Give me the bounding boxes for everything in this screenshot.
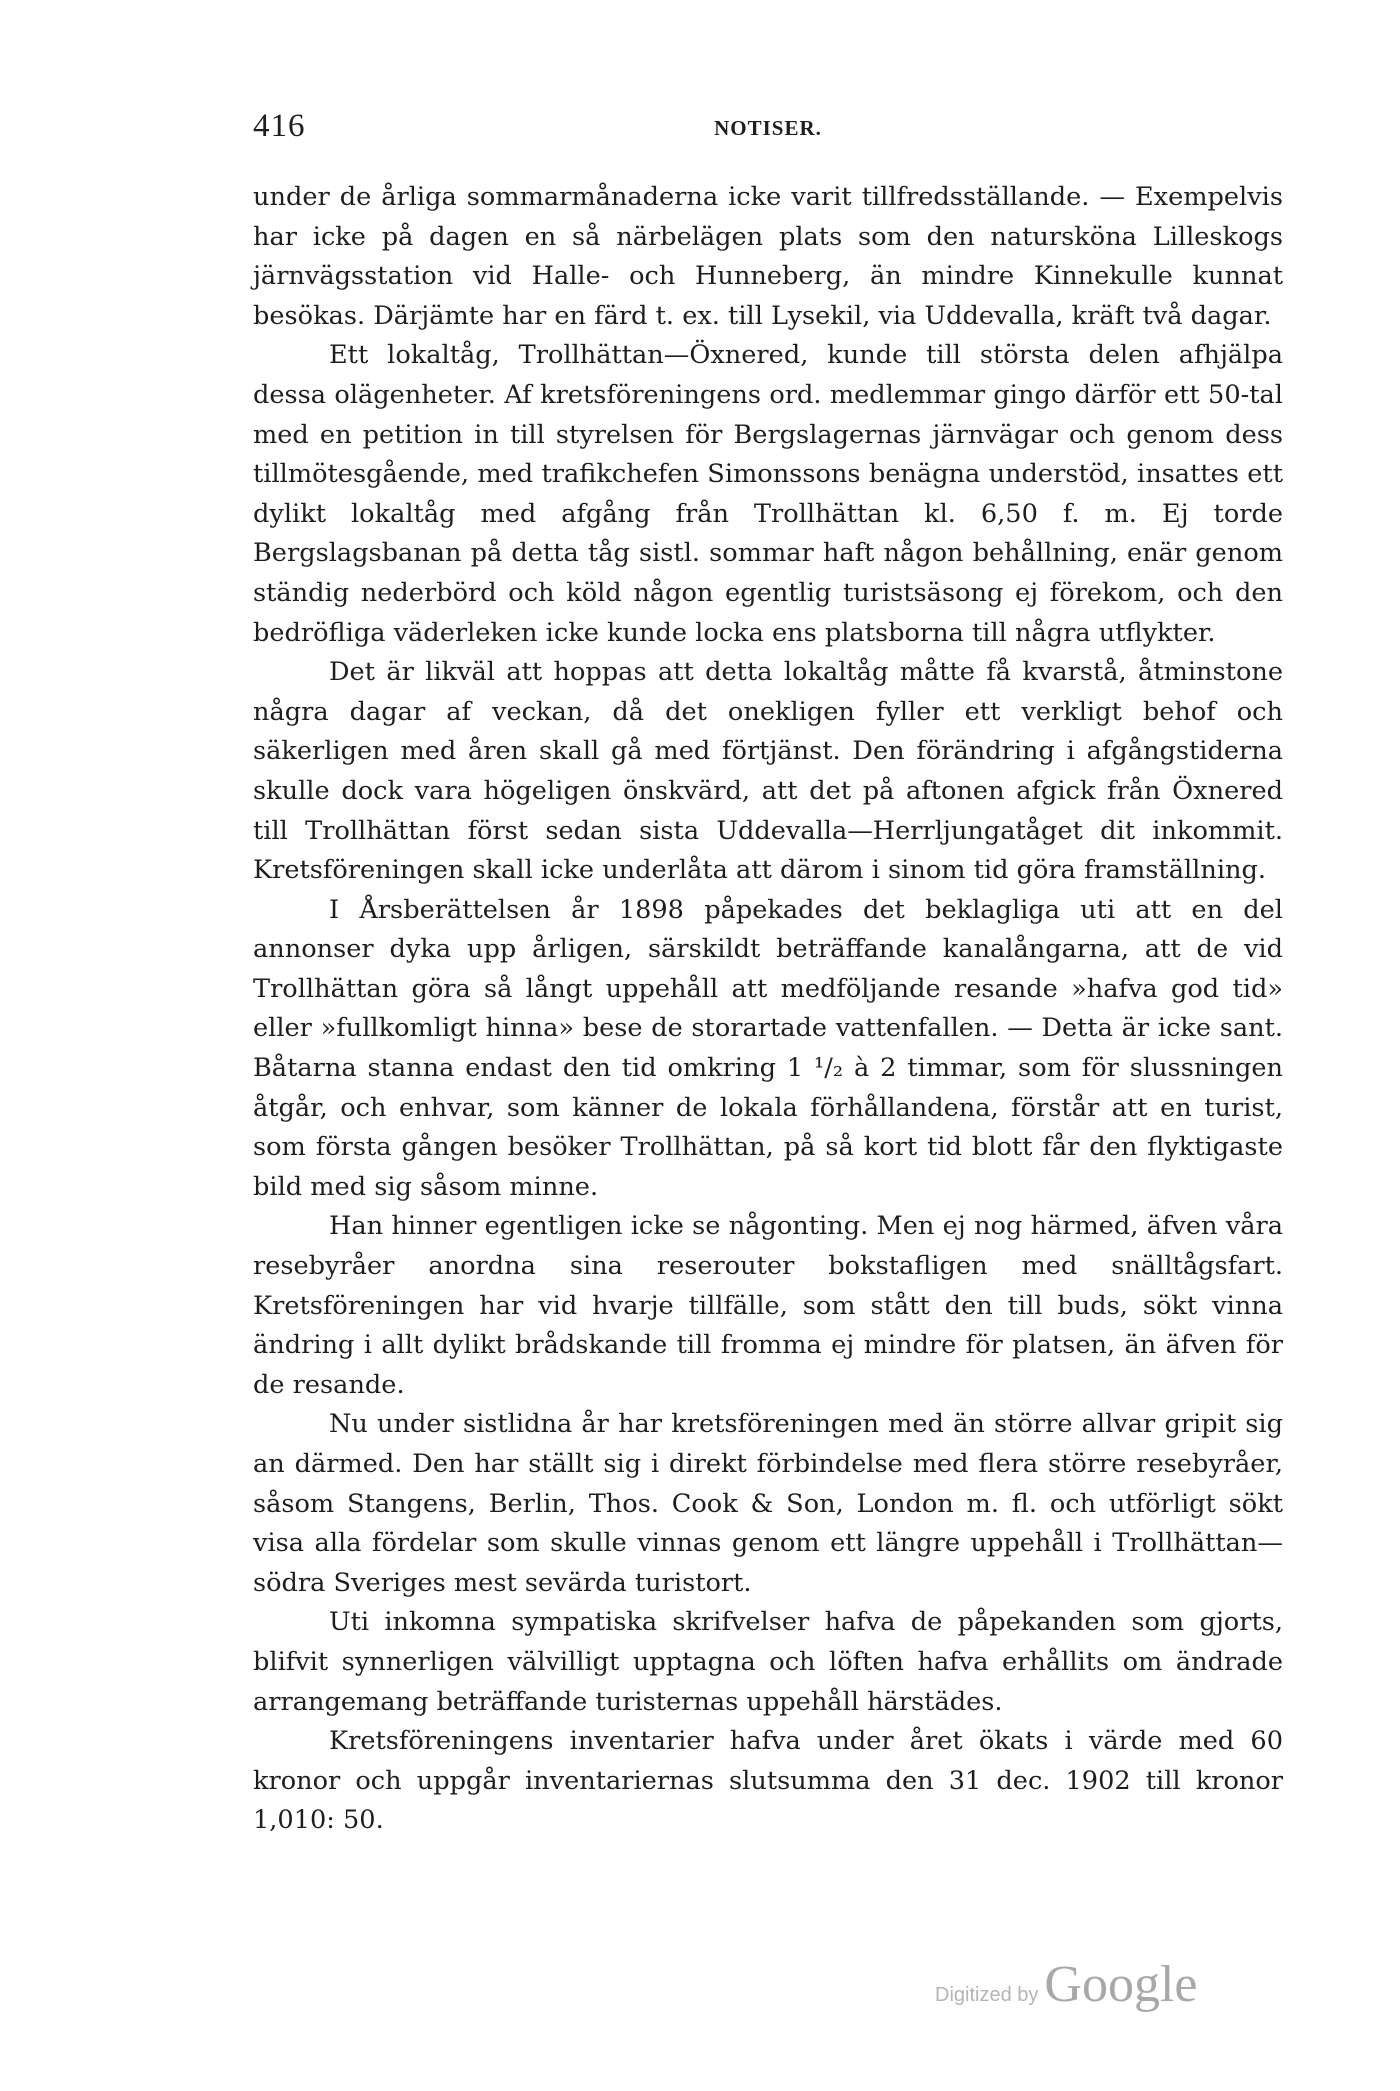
paragraph: I Årsberättelsen år 1898 påpekades det beklagliga uti att en del annonser dyka upp årligen, särskildt beträffande kanalångarna, att de vid Trollhättan göra så långt uppehåll att medföljande resande »hafva god tid» eller »fullkomligt hinna» bese de storartade vattenfallen. — Detta är icke sant. Båtarna stanna endast den tid omkring 1 ¹/₂ à 2 timmar, som för slussningen åtgår, och enhvar, som känner de lokala förhållandena, förstår att en turist, som första gången besöker Trollhättan, på så kort tid blott får den flyktigaste bild med sig såsom minne. [253,894,1283,1202]
paragraph: Det är likväl att hoppas att detta lokaltåg måtte få kvarstå, åtminstone några dagar af veckan, då det onekligen fyller ett verkligt behof och säkerligen med åren skall gå med förtjänst. Den förändring i afgångstiderna skulle dock vara högeligen önskvärd, att det på aftonen afgick från Öxnered till Trollhättan först sedan sista Uddevalla—Herrljungatåget dit inkommit. Kretsföreningen skall icke underlåta att därom i sinom tid göra framställning. [253,657,1283,886]
paragraph: Uti inkomna sympatiska skrifvelser hafva de påpekanden som gjorts, blifvit synnerligen välvilligt upptagna och löften hafva erhållits om ändrade arrangemang beträffande turisternas uppehåll härstädes. [253,1607,1283,1717]
paragraph: Han hinner egentligen icke se någonting. Men ej nog härmed, äfven våra resebyråer anordna sina reserouter bokstafligen med snälltågsfart. Kretsföreningen har vid hvarje tillfälle, som stått den till buds, sökt vinna ändring i allt dylikt brådskande till fromma ej mindre för platsen, än äfven för de resande. [253,1211,1283,1400]
running-head: NOTISER. [714,116,822,140]
page-number: 416 [253,108,306,144]
paragraph: Kretsföreningens inventarier hafva under året ökats i värde med 60 kronor och uppgår inventariernas slutsumma den 31 dec. 1902 till kronor 1,010: 50. [253,1726,1283,1836]
body-text [253,178,1283,1841]
page-header [253,108,1283,148]
google-logo: Google [1044,1956,1198,2013]
digitized-by-google-watermark [935,1955,1197,2014]
paragraph: Nu under sistlidna år har kretsföreningen med än större allvar gripit sig an därmed. Den har ställt sig i direkt förbindelse med flera större resebyråer, såsom Stangens, Berlin, Thos. Cook & Son, London m. fl. och utförligt sökt visa alla fördelar som skulle vinnas genom ett längre uppehåll i Trollhättan—södra Sveriges mest sevärda turistort. [253,1409,1283,1598]
paragraph: Ett lokaltåg, Trollhättan—Öxnered, kunde till största delen afhjälpa dessa olägenheter. Af kretsföreningens ord. medlemmar gingo därför ett 50-tal med en petition in till styrelsen för Bergslagernas järnvägar och genom dess tillmötesgående, med trafikchefen Simonssons benägna understöd, insattes ett dylikt lokaltåg med afgång från Trollhättan kl. 6,50 f. m. Ej torde Bergslagsbanan på detta tåg sistl. sommar haft någon behållning, enär genom ständig nederbörd och köld någon egentlig turistsäsong ej förekom, och den bedröfliga väderleken icke kunde locka ens platsborna till några utflykter. [253,340,1283,648]
paragraph: under de årliga sommarmånaderna icke varit tillfredsställande. — Exempelvis har icke på dagen en så närbelägen plats som den natursköna Lilleskogs järnvägsstation vid Halle- och Hunneberg, än mindre Kinnekulle kunnat besökas. Därjämte har en färd t. ex. till Lysekil, via Uddevalla, kräft två dagar. [253,182,1283,331]
digitized-by-label: Digitized by [935,1984,1039,2006]
